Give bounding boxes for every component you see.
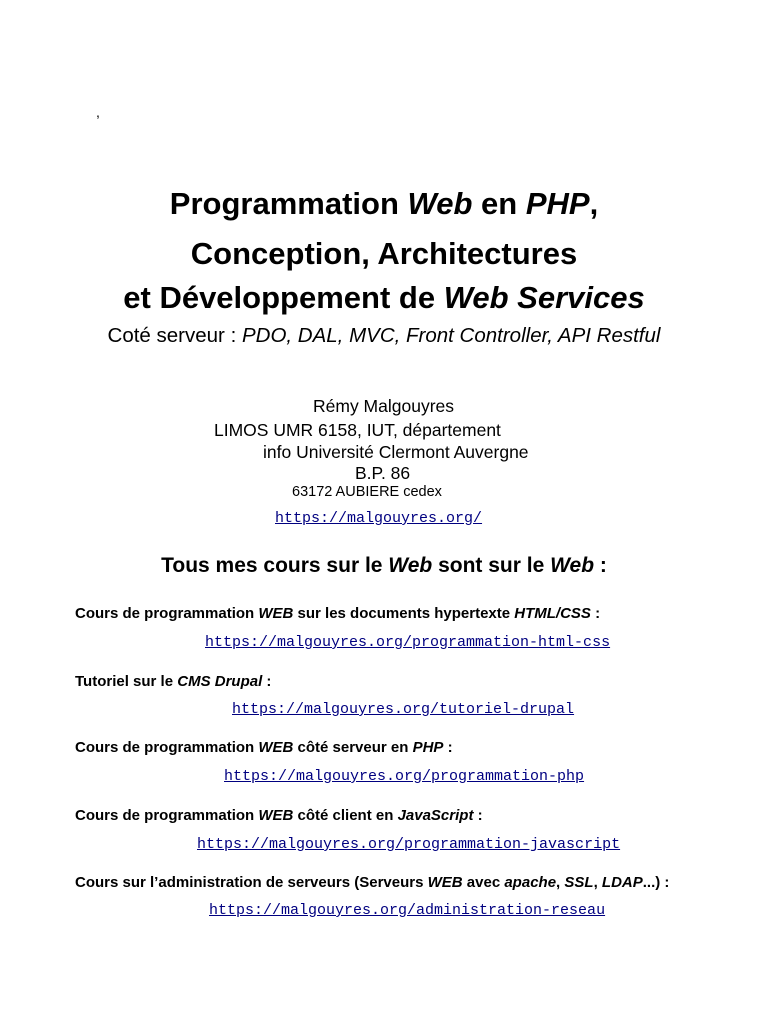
title-text: Programmation [169, 186, 408, 221]
course-text: Tutoriel sur le [75, 673, 178, 690]
author-affiliation-1: LIMOS UMR 6158, IUT, département [214, 420, 501, 440]
title-text: et Développement de [123, 280, 444, 315]
course-emph: apache [504, 874, 557, 891]
course-text: côté client en [293, 807, 398, 824]
course-text: Cours de programmation [75, 807, 259, 824]
courses-heading [0, 554, 768, 578]
course-emph: WEB [427, 874, 463, 891]
course-emph: JavaScript [397, 807, 474, 824]
course-label [75, 673, 271, 690]
course-emph: CMS Drupal [177, 673, 263, 690]
course-text: : [590, 605, 601, 622]
course-link-admin[interactable]: https://malgouyres.org/administration-reseau [209, 902, 606, 919]
course-emph: WEB [258, 605, 294, 622]
course-label [75, 605, 600, 622]
course-link-html-css[interactable]: https://malgouyres.org/programmation-html-css [205, 634, 611, 651]
course-text: : [473, 807, 483, 824]
course-text: : [262, 673, 272, 690]
course-emph: PHP [412, 739, 444, 756]
course-text: , [556, 874, 565, 891]
course-emph: SSL [564, 874, 594, 891]
subtitle-plain: Coté serveur : [107, 324, 242, 347]
subtitle-italic: PDO, DAL, MVC, Front Controller, API Restful [241, 324, 661, 347]
course-label [75, 739, 453, 756]
course-link-php[interactable]: https://malgouyres.org/programmation-php [224, 768, 585, 785]
course-emph: WEB [258, 739, 294, 756]
course-text: : [443, 739, 453, 756]
title-line-3 [0, 280, 768, 316]
title-line-2: Conception, Architectures [190, 236, 578, 271]
course-text: sur les documents hypertexte [293, 605, 515, 622]
author-affiliation-2: info Université Clermont Auvergne [263, 442, 529, 462]
course-emph: WEB [258, 807, 294, 824]
heading-web: Web [388, 554, 433, 577]
course-text: , [593, 874, 602, 891]
course-text: Cours sur l’administration de serveurs (Serveurs [75, 874, 428, 891]
course-emph: LDAP [601, 874, 643, 891]
title-text: en [472, 186, 526, 221]
course-label-admin [75, 874, 669, 891]
subtitle [0, 324, 768, 348]
stray-comma-mark: , [96, 104, 100, 120]
heading-text: Tous mes cours sur le [161, 554, 389, 577]
course-text: Cours de programmation [75, 739, 259, 756]
title-web-services: Web Services [443, 280, 645, 315]
title-text: , [589, 186, 599, 221]
title-line-1 [0, 186, 768, 222]
website-link[interactable]: https://malgouyres.org/ [275, 510, 483, 527]
course-label [75, 807, 483, 824]
course-text: côté serveur en [293, 739, 413, 756]
course-link-drupal[interactable]: https://malgouyres.org/tutoriel-drupal [232, 701, 575, 718]
title-php: PHP [525, 186, 590, 221]
heading-text: : [594, 554, 607, 577]
author-bp: B.P. 86 [355, 463, 411, 483]
author-zip: 63172 AUBIERE cedex [292, 484, 442, 500]
author-name: Rémy Malgouyres [313, 396, 455, 416]
course-link-javascript[interactable]: https://malgouyres.org/programmation-javascript [197, 836, 621, 853]
heading-web: Web [550, 554, 595, 577]
title-web: Web [407, 186, 473, 221]
course-text: Cours de programmation [75, 605, 259, 622]
course-text: ...) : [642, 874, 670, 891]
heading-text: sont sur le [432, 554, 551, 577]
course-emph: HTML/CSS [514, 605, 591, 622]
course-text: avec [462, 874, 505, 891]
